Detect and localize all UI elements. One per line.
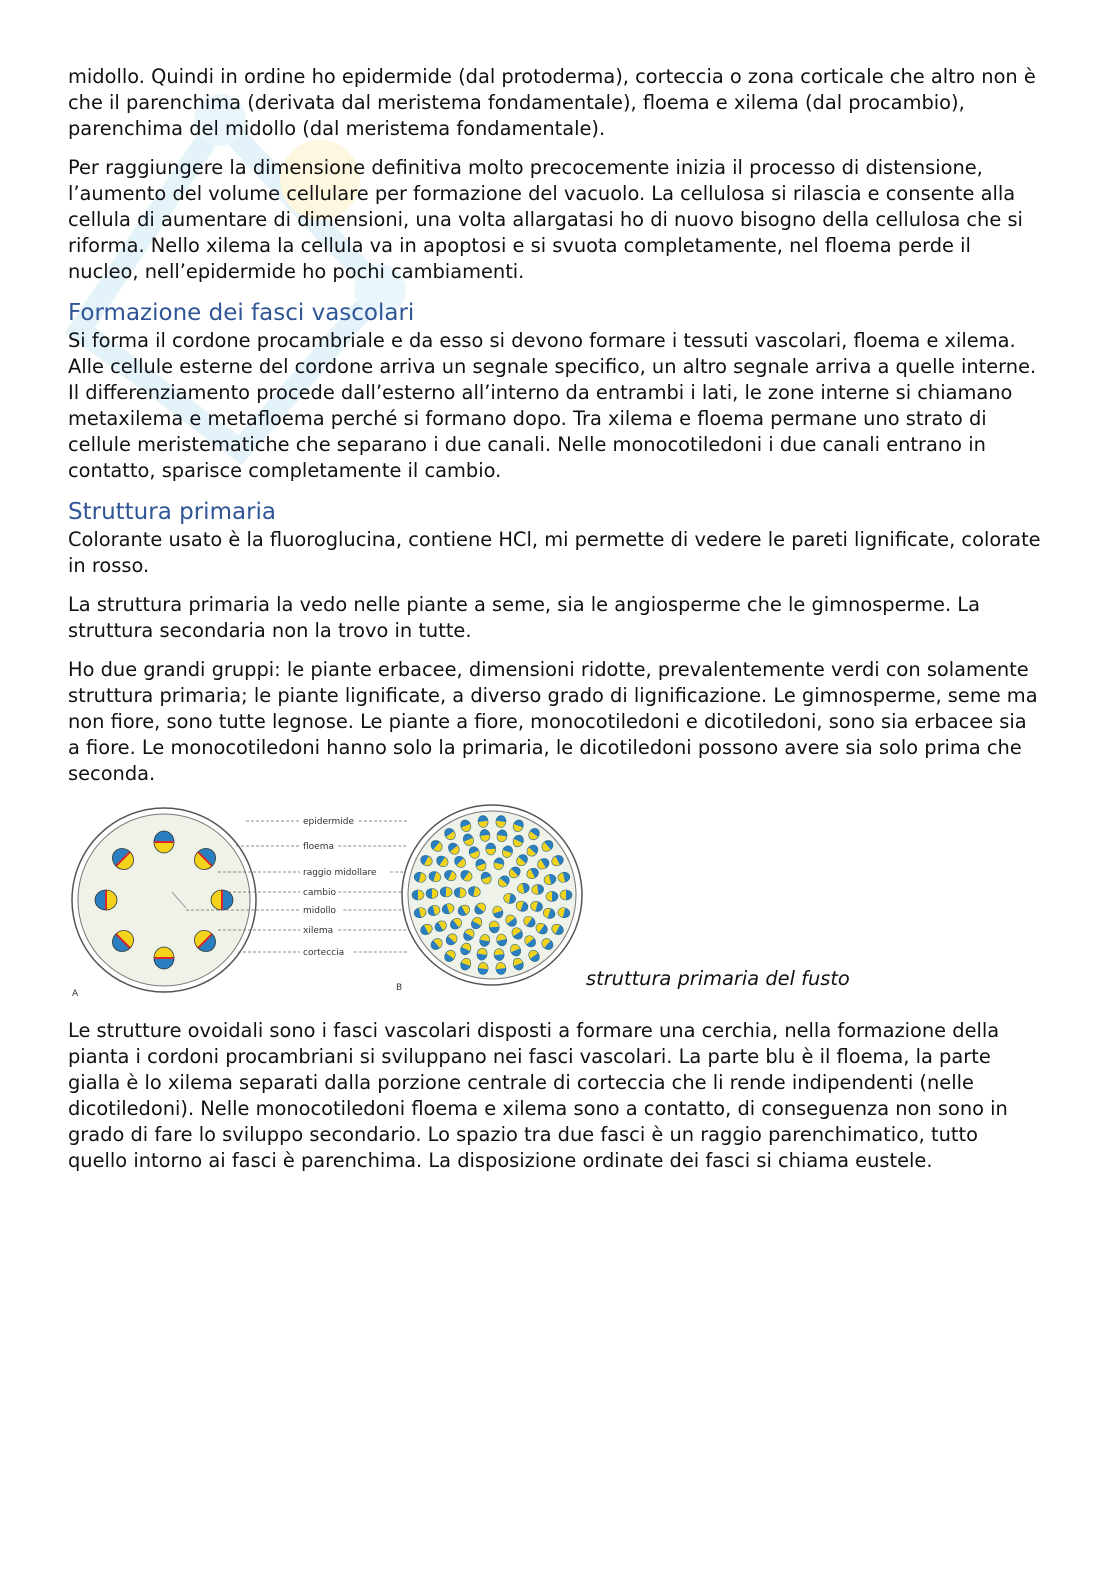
heading-formazione-fasci: Formazione dei fasci vascolari bbox=[68, 300, 415, 326]
panel-b-label: B bbox=[396, 983, 403, 993]
paragraph-piante-seme: La struttura primaria la vedo nelle piante a seme, sia le angiosperme che le gimnosperme. La struttura secondaria non la trovo in tutte. bbox=[68, 593, 980, 642]
figure-label-raggio-midollare: raggio midollare bbox=[303, 868, 377, 878]
figure-label-floema: floema bbox=[303, 842, 334, 852]
vascular-bundle bbox=[154, 831, 174, 853]
monocot-bundle bbox=[412, 890, 424, 900]
figure-struttura-primaria bbox=[68, 800, 1043, 1006]
monocot-bundle bbox=[426, 888, 438, 898]
figure-caption: struttura primaria del fusto bbox=[586, 967, 850, 990]
figure-label-corteccia: corteccia bbox=[303, 948, 345, 958]
vascular-bundle bbox=[95, 890, 117, 910]
paragraph-distensione: Per raggiungere la dimensione definitiva molto precocemente inizia il processo di distensione, l’aumento del volume cellulare per formazione del vacuolo. La cellulosa si rilascia e consente alla cellula di aumentare di dimensioni, una volta allargatasi ho di nuovo bisogno della cellulosa che si riforma. Nello xilema la cellula va in apoptosi e si svuota completamente, nel floema perde il nucleo, nell’epidermide ho pochi cambiamenti. bbox=[68, 156, 1023, 283]
monocot-bundle bbox=[546, 891, 558, 901]
panel-a-label: A bbox=[72, 989, 79, 999]
figure-label-cambio: cambio bbox=[303, 888, 336, 898]
paragraph-colorante: Colorante usato è la fluoroglucina, contiene HCl, mi permette di vedere le pareti lignificate, colorate in rosso. bbox=[68, 528, 1041, 577]
heading-struttura-primaria: Struttura primaria bbox=[68, 499, 277, 525]
document-body bbox=[68, 64, 1043, 1187]
vascular-bundle bbox=[211, 890, 233, 910]
paragraph-midollo: midollo. Quindi in ordine ho epidermide (dal protoderma), corteccia o zona corticale che altro non è che il parenchima (derivata dal meristema fondamentale), floema e xilema (dal procambio), parenchima del midollo (dal meristema fondamentale). bbox=[68, 65, 1036, 140]
paragraph-fasci: Si forma il cordone procambriale e da esso si devono formare i tessuti vascolari, floema e xilema. Alle cellule esterne del cordone arriva un segnale specifico, un altro segnale arriva a quelle interne. Il differenziamento procede dall’esterno all’interno da entrambi i lati, le zone interne si chiamano metaxilema e metafloema perché si formano dopo. Tra xilema e floema permane uno strato di cellule meristematiche che separano i due canali. Nelle monocotiledoni i due canali entrano in contatto, sparisce completamente il cambio. bbox=[68, 329, 1037, 482]
figure-label-xilema: xilema bbox=[303, 926, 334, 936]
panel-b-monocot bbox=[402, 805, 582, 985]
panel-a-dicot bbox=[72, 808, 256, 992]
vascular-bundle bbox=[154, 947, 174, 969]
paragraph-gruppi: Ho due grandi gruppi: le piante erbacee, dimensioni ridotte, prevalentemente verdi con solamente struttura primaria; le piante lignificate, a diverso grado di lignificazione. Le gimnosperme, seme ma non fiore, sono tutte legnose. Le piante a fiore, monocotiledoni e dicotiledoni, sono sia erbacee sia a fiore. Le monocotiledoni hanno solo la primaria, le dicotiledoni possono avere sia solo prima che seconda. bbox=[68, 658, 1038, 785]
figure-label-midollo: midollo bbox=[303, 906, 336, 916]
paragraph-strutture-ovoidali: Le strutture ovoidali sono i fasci vascolari disposti a formare una cerchia, nella formazione della pianta i cordoni procambriani si sviluppano nei fasci vascolari. La parte blu è il floema, la parte gialla è lo xilema separati dalla porzione centrale di corteccia che li rende indipendenti (nelle dicotiledoni). Nelle monocotiledoni floema e xilema sono a contatto, di conseguenza non sono in grado di fare lo sviluppo secondario. Lo spazio tra due fasci è un raggio parenchimatico, tutto quello intorno ai fasci è parenchima. La disposizione ordinate dei fasci si chiama eustele. bbox=[68, 1019, 1008, 1172]
monocot-bundle bbox=[560, 890, 572, 900]
stem-cross-section-illustration bbox=[68, 800, 583, 1000]
figure-label-epidermide: epidermide bbox=[303, 817, 355, 827]
monocot-bundle bbox=[486, 843, 496, 855]
